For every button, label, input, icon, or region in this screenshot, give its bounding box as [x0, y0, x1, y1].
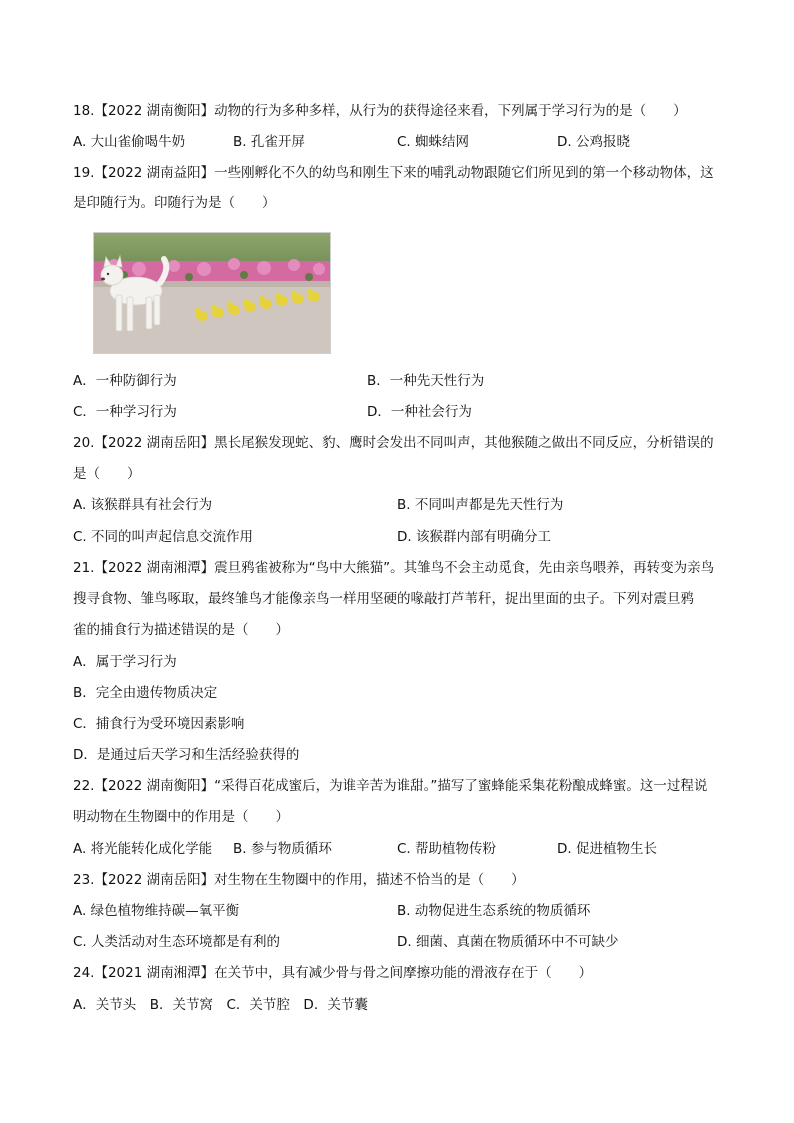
q23-option-b: B. 动物促进生态系统的物质循环 [397, 903, 591, 919]
question-21-stem-line1: 21.【2022 湖南湘潭】震旦鸦雀被称为“鸟中大熊猫”。其雏鸟不会主动觅食，先由亲鸟喂养，再转变为亲鸟 [73, 560, 715, 576]
q22-option-a: A. 将光能转化成化学能 [73, 841, 213, 857]
q21-option-a: A．属于学习行为 [73, 654, 177, 670]
q19-option-c: C．一种学习行为 [73, 404, 177, 420]
q20-option-a: A. 该猴群具有社会行为 [73, 497, 213, 513]
question-20-stem-line1: 20.【2022 湖南岳阳】黑长尾猴发现蛇、豹、鹰时会发出不同叫声，其他猴随之做出不同反应，分析错误的 [73, 435, 714, 451]
q23-option-d: D. 细菌、真菌在物质循环中不可缺少 [397, 934, 619, 950]
q21-option-d: D．是通过后天学习和生活经验获得的 [73, 747, 300, 763]
q18-option-c: C. 蜘蛛结网 [397, 134, 470, 150]
question-22-stem-line1: 22.【2022 湖南衡阳】“采得百花成蜜后，为谁辛苦为谁甜。”描写了蜜蜂能采集花粉酿成蜂蜜。这一过程说 [73, 778, 708, 794]
q20-option-b: B. 不同叫声都是先天性行为 [397, 497, 564, 513]
q22-option-b: B. 参与物质循环 [233, 841, 332, 857]
question-23-stem: 23.【2022 湖南岳阳】对生物在生物圈中的作用，描述不恰当的是（ ） [73, 872, 525, 888]
q19-option-d: D．一种社会行为 [367, 404, 472, 420]
question-20-stem-line2: 是（ ） [73, 466, 141, 482]
q18-option-b: B. 孔雀开屏 [233, 134, 305, 150]
q19-option-a: A．一种防御行为 [73, 373, 177, 389]
question-19-stem-line2: 是印随行为。印随行为是（ ） [73, 195, 276, 211]
q21-option-b: B．完全由遗传物质决定 [73, 685, 218, 701]
q24-options: A．关节头 B．关节窝 C．关节腔 D．关节囊 [73, 997, 368, 1013]
q22-option-c: C. 帮助植物传粉 [397, 841, 497, 857]
q19-option-b: B．一种先天性行为 [367, 373, 485, 389]
q18-option-a: A. 大山雀偷喝牛奶 [73, 134, 186, 150]
q23-option-a: A. 绿色植物维持碳—氧平衡 [73, 903, 240, 919]
dog-ducklings-illustration [94, 233, 330, 353]
q22-option-d: D. 促进植物生长 [557, 841, 657, 857]
question-24-stem: 24.【2021 湖南湘潭】在关节中，具有减少骨与骨之间摩擦功能的滑液存在于（ ） [73, 965, 593, 981]
question-19-stem-line1: 19.【2022 湖南益阳】一些刚孵化不久的幼鸟和刚生下来的哺乳动物跟随它们所见到的第一个移动物体，这 [73, 165, 714, 181]
question-21-stem-line3: 雀的捕食行为描述错误的是（ ） [73, 622, 289, 638]
question-21-stem-line2: 搜寻食物、雏鸟啄取，最终雏鸟才能像亲鸟一样用坚硬的喙敲打芦苇秆，捉出里面的虫子。下列对震旦鸦 [73, 591, 694, 607]
q21-option-c: C．捕食行为受环境因素影响 [73, 716, 245, 732]
q18-option-d: D. 公鸡报晓 [557, 134, 630, 150]
question-18-stem: 18.【2022 湖南衡阳】动物的行为多种多样，从行为的获得途径来看，下列属于学习行为的是（ ） [73, 103, 687, 119]
q23-option-c: C. 人类活动对生态环境都是有利的 [73, 934, 281, 950]
q20-option-d: D. 该猴群内部有明确分工 [397, 529, 551, 545]
dog-ducklings-photo [93, 232, 331, 354]
q20-option-c: C. 不同的叫声起信息交流作用 [73, 529, 254, 545]
question-22-stem-line2: 明动物在生物圈中的作用是（ ） [73, 809, 289, 825]
